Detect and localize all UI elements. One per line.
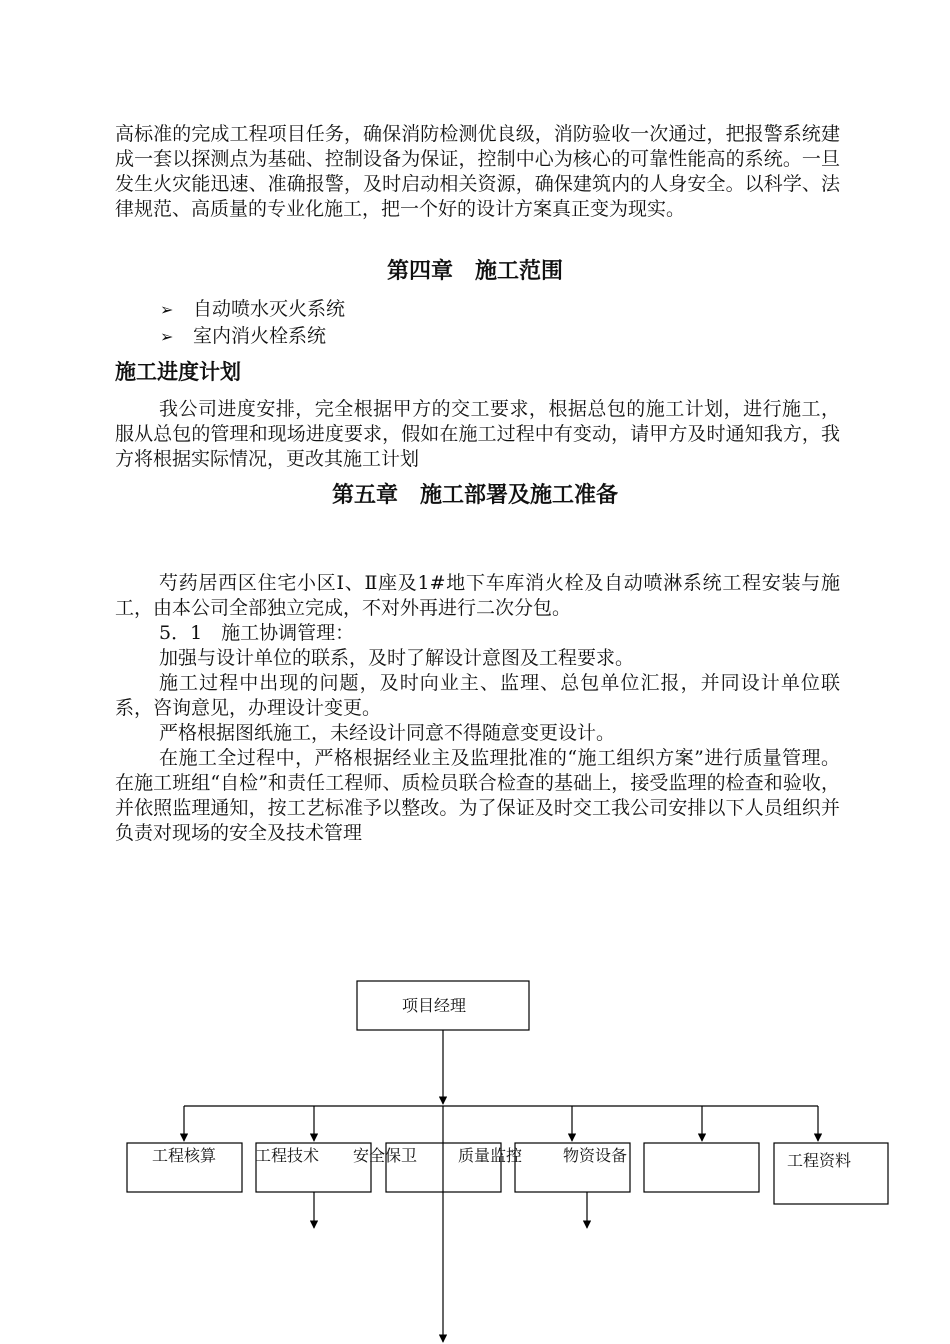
chapter-4-title: 第四章 施工范围 bbox=[386, 259, 563, 284]
section-5-1-heading: 5．1 施工协调管理： bbox=[159, 622, 355, 644]
coordination-paragraph-4: 在施工全过程中，严格根据经业主及监理批准的“施工组织方案”进行质量管理。在施工班组“自检”和责任工程师、质检员联合检查的基础上，接受监理的检查和验收，并依照监理通知，按工艺标准予以整改。为了保证及时交工我公司安排以下人员组织并负责对现场的安全及技术管理 bbox=[115, 747, 840, 844]
org-dept-label: 工程核算 bbox=[152, 1146, 217, 1165]
arrow-bullet-icon: ➢ bbox=[160, 300, 174, 319]
chapter-5-title: 第五章 施工部署及施工准备 bbox=[331, 483, 618, 508]
scope-item-label: 自动喷水灭火系统 bbox=[193, 298, 346, 320]
coordination-paragraph-1: 加强与设计单位的联系，及时了解设计意图及工程要求。 bbox=[159, 647, 635, 669]
arrow-bullet-icon: ➢ bbox=[160, 327, 174, 346]
org-dept-label: 质量监控 bbox=[458, 1146, 523, 1165]
coordination-paragraph-2: 施工过程中出现的问题，及时向业主、监理、总包单位汇报，并同设计单位联系，咨询意见，办理设计变更。 bbox=[115, 672, 840, 719]
coordination-paragraph-3: 严格根据图纸施工，未经设计同意不得随意变更设计。 bbox=[159, 722, 616, 744]
org-dept-label: 工程资料 bbox=[787, 1151, 852, 1170]
intro-paragraph: 高标准的完成工程项目任务，确保消防检测优良级，消防验收一次通过，把报警系统建成一套以探测点为基础、控制设备为保证，控制中心为核心的可靠性能高的系统。一旦发生火灾能迅速、准确报警，及时启动相关资源，确保建筑内的人身安全。以科学、法律规范、高质量的专业化施工，把一个好的设计方案真正变为现实。 bbox=[115, 123, 840, 220]
org-dept-label: 物资设备 bbox=[563, 1146, 628, 1165]
schedule-heading: 施工进度计划 bbox=[115, 360, 241, 384]
org-top-label: 项目经理 bbox=[402, 996, 467, 1015]
org-dept-box bbox=[644, 1143, 759, 1192]
project-paragraph: 芍药居西区住宅小区Ⅰ、Ⅱ座及1#地下车库消火栓及自动喷淋系统工程安装与施工，由本公司全部独立完成，不对外再进行二次分包。 bbox=[115, 572, 840, 619]
schedule-paragraph: 我公司进度安排，完全根据甲方的交工要求，根据总包的施工计划，进行施工，服从总包的管理和现场进度要求，假如在施工过程中有变动，请甲方及时通知我方，我方将根据实际情况，更改其施工计划 bbox=[115, 398, 840, 470]
scope-item-label: 室内消火栓系统 bbox=[193, 325, 327, 347]
org-dept-label: 工程技术 bbox=[255, 1146, 320, 1165]
org-dept-label: 安全保卫 bbox=[353, 1146, 418, 1165]
